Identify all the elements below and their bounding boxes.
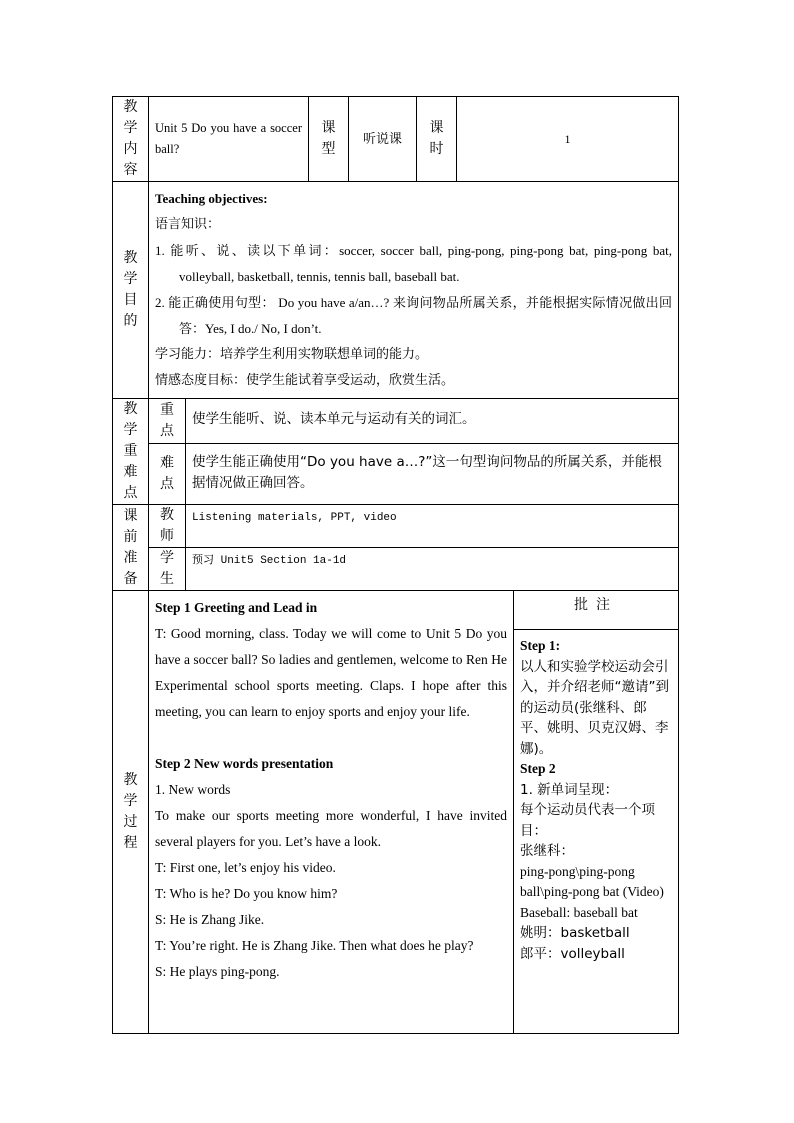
period-label: 课 时 [417,97,457,182]
emotional-attitude: 情感态度目标：使学生能试着享受运动，欣赏生活。 [155,373,455,388]
dialogue-line: T: You’re right. He is Zhang Jike. Then what does he play? [155,938,474,953]
teacher-prep-row [113,505,679,548]
key-points-label: 教 学 重 难 点 [113,399,149,505]
dialogue-line: S: He is Zhang Jike. [155,912,265,927]
lesson-plan-table [112,96,679,1034]
teacher-prep-cell [149,505,679,548]
difficult-row [113,444,679,505]
important-label: 重 点 [149,399,186,443]
note-line: Baseball: baseball bat [520,904,638,920]
student-prep-row [113,548,679,591]
step2-sub: 1. New words [155,782,231,797]
header-row [113,97,679,182]
notes-body [514,630,678,970]
teacher-label: 教 师 [149,505,186,547]
note-step1-title: Step 1: [520,638,561,653]
note-line: 张继科： [520,843,574,859]
note-line: 郎平：volleyball [520,945,625,962]
step1-text: T: Good morning, class. Today we will come to Unit 5 Do you have a soccer ball? So ladies and gentlemen, welcome to Ren He Experimental school sports meeting. Claps. I hope after this meeting, you can learn to enjoy sports and enjoy your life. [155,626,507,719]
dialogue-line: T: First one, let’s enjoy his video. [155,860,336,875]
prep-label: 课 前 准 备 [113,505,149,591]
difficult-label: 难 点 [149,444,186,504]
objectives-content [149,182,679,399]
dialogue-line: S: He plays ping-pong. [155,964,280,979]
lesson-plan-page [112,96,678,1034]
important-cell [149,399,679,444]
note-line: ping-pong\ping-pong ball\ping-pong bat (Video) [520,863,664,899]
objective-item-2: 2. 能正确使用句型： Do you have a/an…? 来询问物品所属关系，并能根据实际情况做出回答：Yes, I do./ No, I don’t. [155,295,672,336]
language-knowledge: 语言知识： [155,217,221,232]
note-step2-title: Step 2 [520,761,556,776]
difficult-text: 使学生能正确使用“Do you have a…?”这一句型询问物品的所属关系，并能根据情况做正确回答。 [192,454,662,491]
objective-item-1: 1. 能听、说、读以下单词：soccer, soccer ball, ping-pong, ping-pong bat, ping-pong bat, volleyball, basketball, tennis, tennis ball, baseball bat. [155,243,672,284]
unit-title: Unit 5 Do you have a soccer ball? [149,97,309,182]
objectives-label: 教 学 目 的 [113,182,149,399]
student-prep-cell [149,548,679,591]
process-cell [149,591,679,1034]
step2-text: To make our sports meeting more wonderful, I have invited several players for you. Let’s have a look. [155,808,507,849]
type-label: 课 型 [309,97,349,182]
note-step2-text: 每个运动员代表一个项目： [520,802,655,839]
period-value: 1 [457,97,679,182]
content-label: 教 学 内 容 [113,97,149,182]
objectives-row [113,182,679,399]
type-value: 听说课 [349,97,417,182]
notes-header: 批注 [514,591,678,630]
note-step1-text: 以人和实验学校运动会引入，并介绍老师“邀请”到的运动员(张继科、郎平、姚明、贝克汉姆、李娜)。 [520,658,669,757]
important-text: 使学生能听、说、读本单元与运动有关的词汇。 [192,411,476,427]
process-label: 教 学 过 程 [113,591,149,1034]
important-row [113,399,679,444]
dialogue-line: T: Who is he? Do you know him? [155,886,338,901]
note-step2-sub: 1. 新单词呈现： [520,781,619,798]
note-line: 姚明：basketball [520,925,630,941]
student-prep-text: 预习 Unit5 Section 1a-1d [192,555,347,567]
learning-ability: 学习能力：培养学生利用实物联想单词的能力。 [155,347,429,362]
teacher-prep-text: Listening materials, PPT, video [192,512,397,524]
objectives-heading: Teaching objectives: [155,191,268,206]
step1-title: Step 1 Greeting and Lead in [155,600,318,615]
process-row [113,591,679,1034]
student-label: 学 生 [149,548,186,590]
notes-column [514,591,678,1033]
difficult-cell [149,444,679,505]
step2-title: Step 2 New words presentation [155,756,334,771]
process-steps [149,591,514,1033]
